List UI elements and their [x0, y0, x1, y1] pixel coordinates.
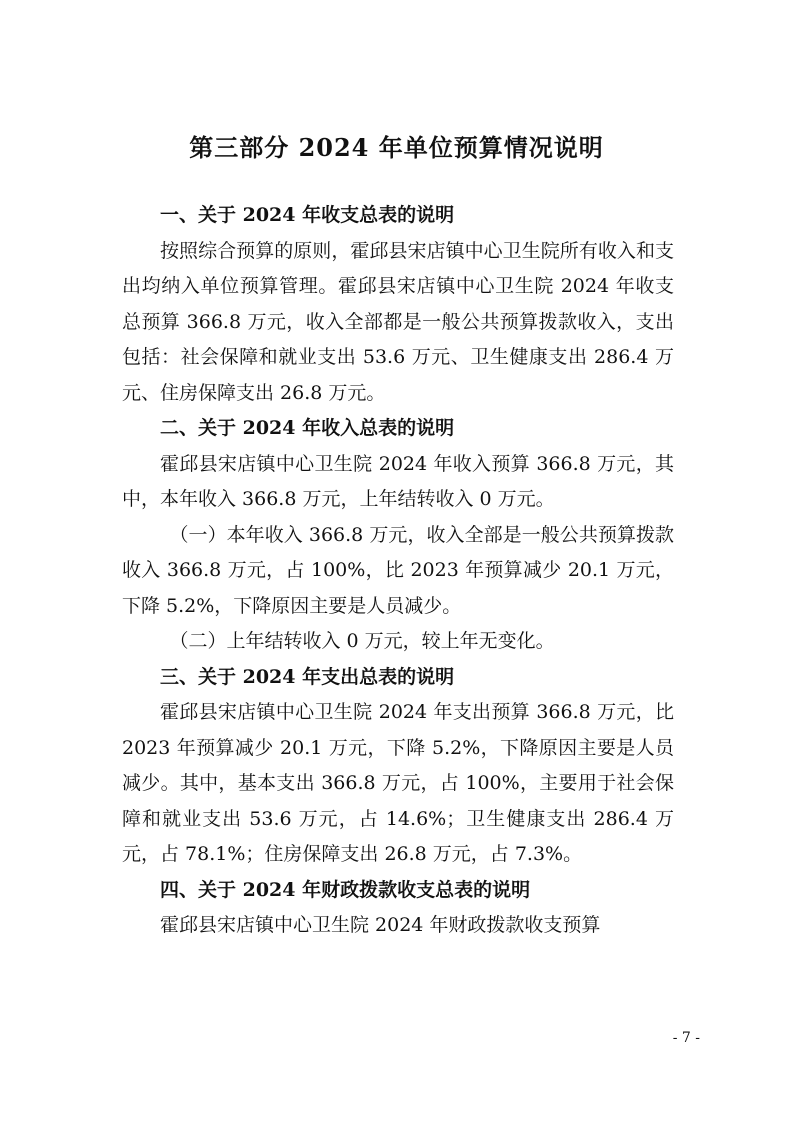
- page-number: - 7 -: [672, 1030, 700, 1046]
- section-1-paragraph-1: 按照综合预算的原则，霍邱县宋店镇中心卫生院所有收入和支出均纳入单位预算管理。霍邱县宋店镇中心卫生院 2024 年收支总预算 366.8 万元，收入全部都是一般公共预算拨款收入，支出包括：社会保障和就业支出 53.6 万元、卫生健康支出 286.4 万元、住房保障支出 26.8 万元。: [122, 239, 674, 404]
- section-2-paragraph-2: （一）本年收入 366.8 万元，收入全部是一般公共预算拨款收入 366.8 万元，占 100%，比 2023 年预算减少 20.1 万元，下降 5.2%，下降原因主要是人员减少。: [122, 523, 674, 617]
- section-2-paragraph-1: 霍邱县宋店镇中心卫生院 2024 年收入预算 366.8 万元，其中，本年收入 366.8 万元，上年结转收入 0 万元。: [122, 452, 674, 510]
- section-4-paragraph-1: 霍邱县宋店镇中心卫生院 2024 年财政拨款收支预算: [160, 914, 601, 936]
- section-heading-3: 三、关于 2024 年支出总表的说明: [160, 665, 455, 688]
- section-3-paragraph-1: 霍邱县宋店镇中心卫生院 2024 年支出预算 366.8 万元，比 2023 年预算减少 20.1 万元，下降 5.2%，下降原因主要是人员减少。其中，基本支出 366.8 万元，占 100%，主要用于社会保障和就业支出 53.6 万元，占 14.6%；卫生健康支出 286.4 万元，占 78.1%；住房保障支出 26.8 万元，占 7.3%。: [122, 701, 674, 865]
- section-2-paragraph-3: （二）上年结转收入 0 万元，较上年无变化。: [169, 630, 555, 652]
- page-title: 第三部分 2024 年单位预算情况说明: [189, 133, 604, 162]
- section-heading-1: 一、关于 2024 年收支总表的说明: [160, 204, 455, 226]
- section-heading-4: 四、关于 2024 年财政拨款收支总表的说明: [160, 878, 531, 901]
- document-body: [122, 198, 674, 944]
- section-heading-2: 二、关于 2024 年收入总表的说明: [160, 417, 455, 439]
